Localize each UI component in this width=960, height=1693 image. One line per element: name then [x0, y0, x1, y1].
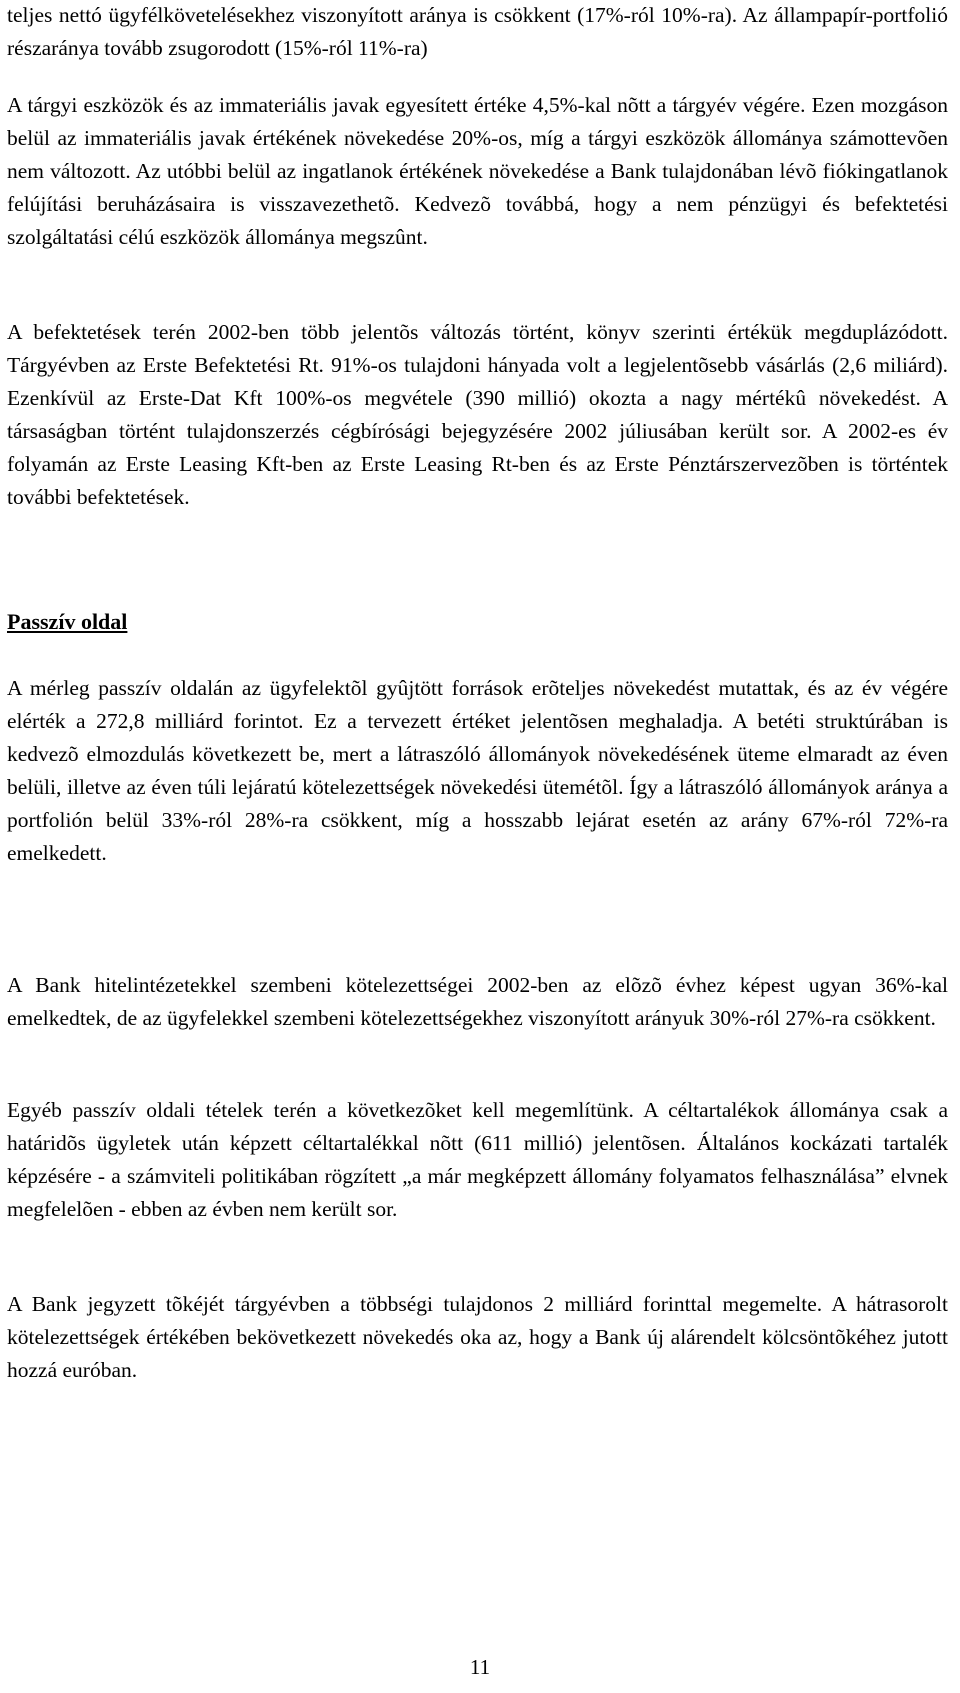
section-heading-passive-side: Passzív oldal: [7, 609, 128, 634]
paragraph-subscribed-capital: A Bank jegyzett tõkéjét tárgyévben a többségi tulajdonos 2 milliárd forinttal megemelte. A hátrasorolt kötelezettségek értékében bekövetkezett növekedés oka az, hogy a Bank új alárendelt kölcsöntõkéhez jutott hozzá euróban.: [7, 1292, 948, 1382]
paragraph-fixed-assets: A tárgyi eszközök és az immateriális javak egyesített értéke 4,5%-kal nõtt a tárgyév végére. Ezen mozgáson belül az immateriális javak értékének növekedése 20%-os, míg a tárgyi eszközök állománya számottevõen nem változott. Az utóbbi belül az ingatlanok értékének növekedése a Bank tulajdonában lévõ fiókingatlanok felújítási beruházásaira is visszavezethetõ. Kedvezõ továbbá, hogy a nem pénzügyi és befektetési szolgáltatási célú eszközök állománya megszûnt.: [7, 93, 948, 249]
paragraph-securities-ratio: teljes nettó ügyfélkövetelésekhez viszonyított aránya is csökkent (17%-ról 10%-ra). Az állampapír-portfolió részaránya tovább zsugorodott (15%-ról 11%-ra): [7, 3, 948, 60]
paragraph-credit-institutions: A Bank hitelintézetekkel szembeni kötelezettségei 2002-ben az elõzõ évhez képest ugyan 36%-kal emelkedtek, de az ügyfelekkel szembeni kötelezettségekhez viszonyított arányuk 30%-ról 27%-ra csökkent.: [7, 973, 948, 1030]
paragraph-customer-funds: A mérleg passzív oldalán az ügyfelektõl gyûjtött források erõteljes növekedést mutattak, és az év végére elérték a 272,8 milliárd forintot. Ez a tervezett értéket jelentõsen meghaladja. A betéti struktúrában is kedvezõ elmozdulás következett be, mert a látraszóló állományok növekedésének üteme elmaradt az éven belüli, illetve az éven túli lejáratú kötelezettségek növekedési ütemétõl. Így a látraszóló állományok aránya a portfolión belül 33%-ról 28%-ra csökkent, míg a hosszabb lejárat esetén az arány 67%-ról 72%-ra emelkedett.: [7, 676, 948, 865]
page-number: 11: [469, 1655, 491, 1679]
paragraph-investments: A befektetések terén 2002-ben több jelentõs változás történt, könyv szerinti értékük megduplázódott. Tárgyévben az Erste Befektetési Rt. 91%-os tulajdoni hányada volt a legjelentõsebb vásárlás (2,6 miliárd). Ezenkívül az Erste-Dat Kft 100%-os megvétele (390 millió) okozta a nagy mértékû növekedést. A társaságban történt tulajdonszerzés cégbírósági bejegyzésére 2002 júliusában került sor. A 2002-es év folyamán az Erste Leasing Kft-ben az Erste Leasing Rt-ben és az Erste Pénztárszervezõben is történtek további befektetések.: [7, 320, 948, 509]
paragraph-other-liabilities: Egyéb passzív oldali tételek terén a következõket kell megemlítünk. A céltartalékok állománya csak a határidõs ügyletek után képzett céltartalékkal nõtt (611 millió) jelentõsen. Általános kockázati tartalék képzésére - a számviteli politikában rögzített „a már megképzett állomány folyamatos felhasználása” elvnek megfelelõen - ebben az évben nem került sor.: [7, 1098, 948, 1221]
